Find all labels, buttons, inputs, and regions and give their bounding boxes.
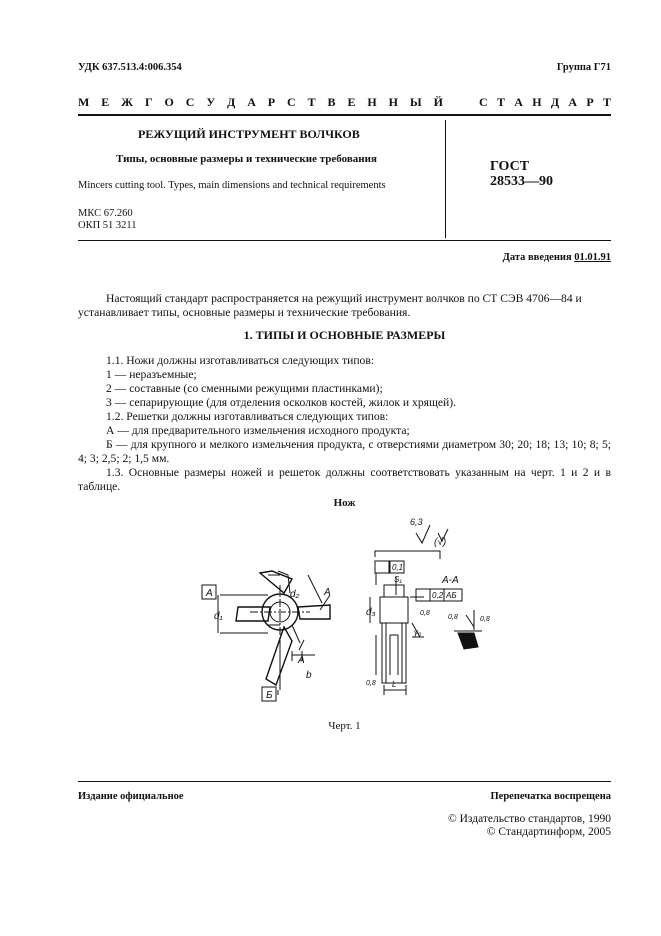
interstate-letter-5: С	[185, 95, 195, 109]
knife-type-3: 3 — сепарирующие (для отделения осколков костей, жилок и хрящей).	[106, 396, 457, 409]
standard-letter-6: Р	[586, 95, 594, 109]
grid-type-b: Б — для крупного и мелкого измельчения продукта, с отверстиями диаметром 30; 20; 18; 13; 10; 8; 5; 4; 3; 2,5; 2; 1,5 мм.	[78, 438, 611, 465]
official-edition: Издание официальное	[78, 791, 184, 802]
standard-letter-0: С	[479, 95, 488, 109]
gost-label: ГОСТ	[490, 159, 530, 174]
interstate-letter-17: Й	[433, 95, 443, 109]
interstate-letter-1: Е	[101, 95, 110, 109]
runout-datum-ref: АБ	[446, 591, 457, 600]
reprint-prohibited: Перепечатка воспрещена	[490, 791, 611, 802]
introduction-date-label: Дата введения	[502, 252, 572, 263]
introduction-date-value: 01.01.91	[574, 252, 611, 263]
title-block-divider	[445, 120, 446, 238]
interstate-letter-9: Р	[267, 95, 276, 109]
clause-1-2: 1.2. Решетки должны изготавливаться следующих типов:	[106, 410, 389, 423]
interstate-letter-0: М	[78, 95, 90, 109]
value-08-a: 0,8	[420, 610, 430, 617]
standard-letter-1: Т	[496, 95, 505, 109]
runout-tolerance: 0,2	[432, 591, 444, 600]
copyright-block	[448, 813, 611, 839]
interstate-letter-13: Е	[347, 95, 356, 109]
mks-code: МКС 67.260	[78, 208, 133, 219]
rake-angle-label: γ₀	[414, 628, 422, 637]
banner-divider	[78, 114, 611, 116]
banner-word-standard	[479, 95, 611, 111]
clause-1-1: 1.1. Ножи должны изготавливаться следующих типов:	[106, 354, 375, 367]
figure-caption: Черт. 1	[328, 720, 361, 732]
value-08-c: 0,8	[480, 616, 490, 623]
section-aa-view	[454, 610, 482, 649]
section-1-heading: 1. ТИПЫ И ОСНОВНЫЕ РАЗМЕРЫ	[243, 328, 446, 342]
knife-side-view	[370, 551, 462, 695]
copyright-standards-publisher: © Издательство стандартов, 1990	[447, 813, 611, 825]
interstate-letter-15: Н	[388, 95, 398, 109]
dim-d3-label: d₃	[366, 607, 376, 618]
copyright-standartinform: © Стандартинформ, 2005	[486, 826, 611, 838]
roughness-value: 6,3	[410, 517, 423, 527]
interstate-letter-4: О	[164, 95, 174, 109]
knife-front-view	[202, 571, 330, 701]
english-title: Mincers cutting tool. Types, main dimensions and technical requirements	[78, 180, 386, 191]
interstate-letter-16: Ы	[409, 95, 422, 109]
interstate-letter-8: А	[247, 95, 256, 109]
section-arrow-a-top: А	[324, 587, 331, 598]
intro-paragraph: Настоящий стандарт распространяется на режущий инструмент волчков по СТ СЭВ 4706—84 и устанавливает типы, основные размеры и технические требования.	[78, 292, 582, 319]
value-08-b: 0,8	[448, 614, 458, 621]
interstate-letter-11: Т	[307, 95, 316, 109]
datum-a-label: А	[206, 588, 213, 599]
section-1-list	[106, 354, 456, 438]
clearance-angle-label: α	[470, 636, 475, 645]
document-title: РЕЖУЩИЙ ИНСТРУМЕНТ ВОЛЧКОВ	[138, 127, 360, 141]
document-subtitle: Типы, основные размеры и технические требования	[116, 153, 377, 165]
interstate-letter-6: У	[206, 95, 216, 109]
banner-word-interstate	[78, 95, 443, 111]
udc-code: УДК 637.513.4:006.354	[78, 62, 182, 73]
parallelism-tolerance: 0,1	[392, 563, 404, 572]
datum-b-label: Б	[266, 690, 273, 701]
dim-b-label: b	[306, 670, 312, 681]
knife-type-1: 1 — неразъемные;	[106, 368, 197, 381]
interstate-letter-14: Н	[367, 95, 377, 109]
clause-1-3: 1.3. Основные размеры ножей и решеток должны соответствовать указанным на черт. 1 и 2 и в таблице.	[78, 466, 611, 493]
section-arrow-a-bottom: А	[298, 655, 305, 666]
gost-number: 28533—90	[490, 174, 553, 189]
grid-type-a: А — для предварительного измельчения исходного продукта;	[106, 424, 410, 437]
interstate-letter-2: Ж	[121, 95, 134, 109]
section-aa-label: А-А	[442, 575, 459, 586]
dim-l-label: L	[392, 680, 397, 689]
introduction-date	[503, 252, 611, 263]
okp-code: ОКП 51 3211	[78, 220, 137, 231]
interstate-letter-3: Г	[144, 95, 153, 109]
standard-letter-4: Д	[550, 95, 560, 109]
dim-d2-label: d₂	[290, 589, 300, 600]
interstate-letter-10: С	[287, 95, 296, 109]
standard-letter-3: Н	[532, 95, 542, 109]
knife-type-2: 2 — составные (со сменными режущими пластинками);	[106, 382, 383, 395]
standard-letter-2: А	[514, 95, 523, 109]
standard-letter-7: Т	[602, 95, 611, 109]
knife-drawing	[180, 515, 500, 715]
dim-s1-label: S₁	[394, 575, 402, 584]
interstate-letter-12: В	[327, 95, 336, 109]
value-08-d: 0,8	[366, 680, 376, 687]
title-block-rule	[78, 240, 611, 241]
standard-letter-5: А	[568, 95, 578, 109]
dim-d1-label: d₁	[214, 611, 223, 622]
figure-title: Нож	[333, 497, 356, 509]
interstate-standard-banner	[78, 95, 611, 111]
footer-rule	[78, 781, 611, 782]
roughness-mark	[416, 525, 430, 543]
interstate-letter-7: Д	[227, 95, 236, 109]
group-code: Группа Г71	[556, 62, 611, 73]
roughness-other: (√)	[434, 537, 447, 548]
